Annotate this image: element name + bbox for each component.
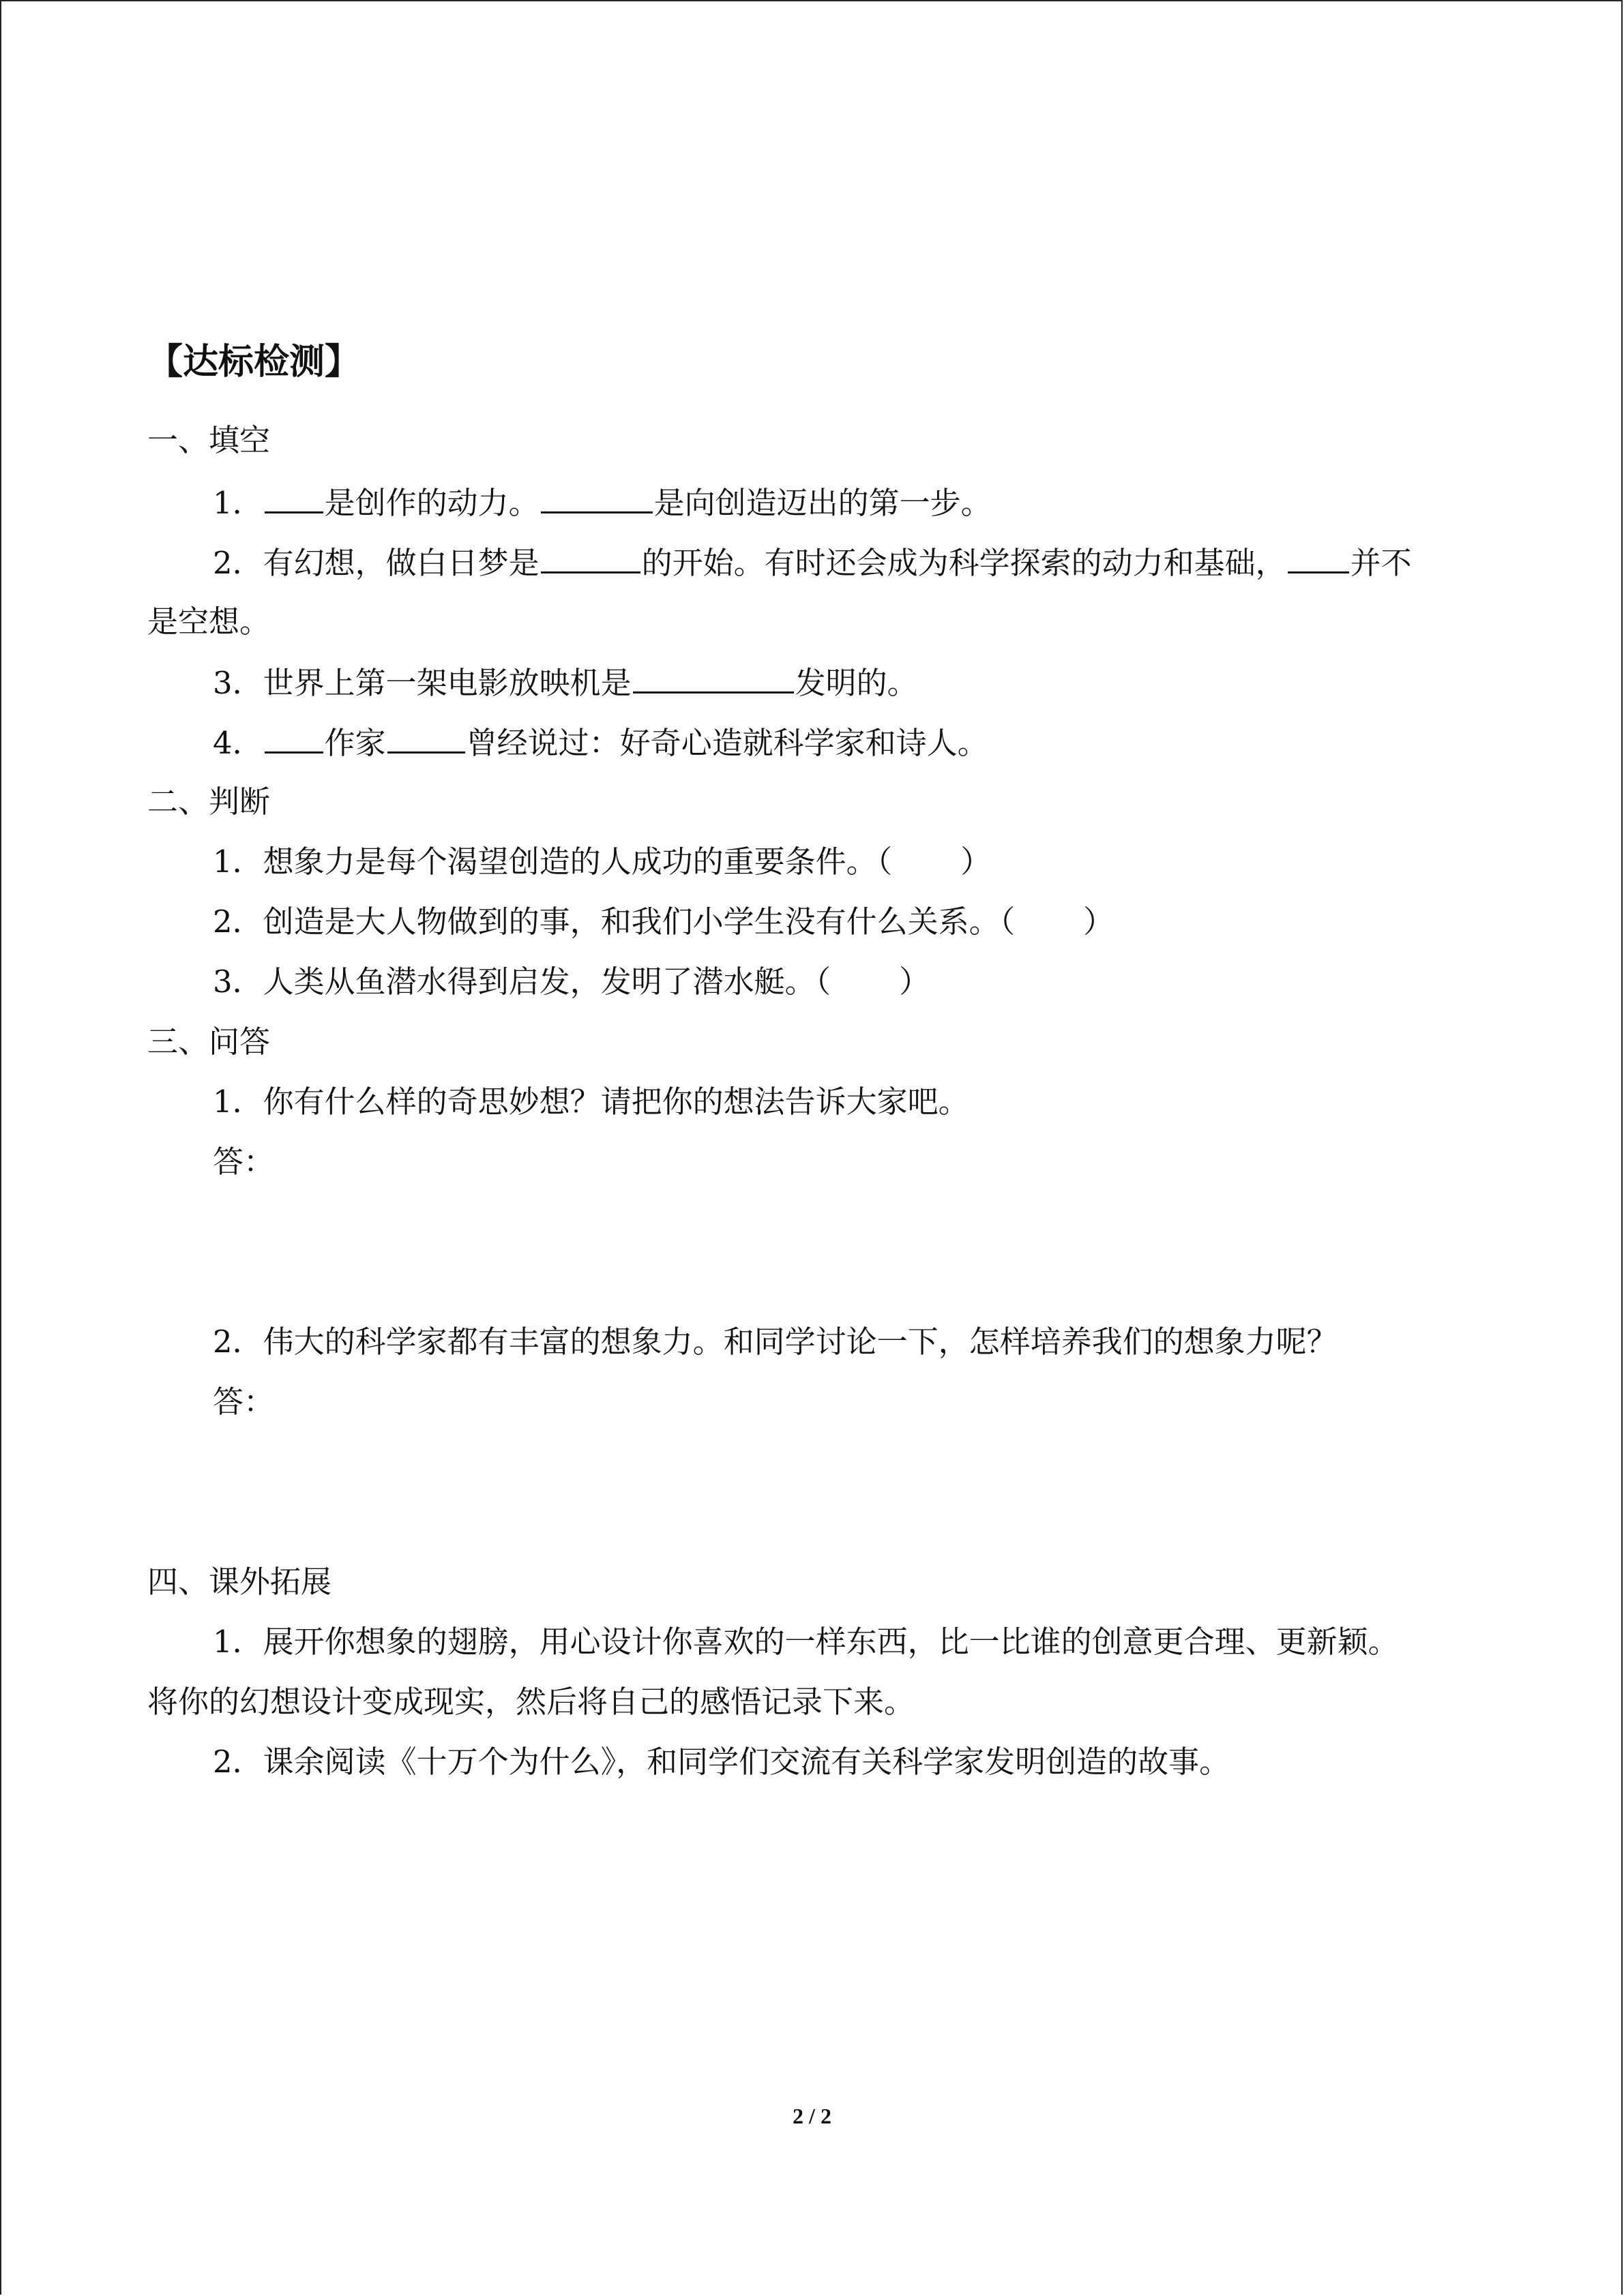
question-number: 1． xyxy=(213,485,263,521)
question-text: 发明的。 xyxy=(795,665,918,701)
judge-question-3 xyxy=(213,961,930,1002)
judge-question-1 xyxy=(213,841,991,882)
section-qa-title: 三、问答 xyxy=(147,1024,271,1060)
qa-question-1: 1．你有什么样的奇思妙想？请把你的想法告诉大家吧。 xyxy=(213,1084,969,1120)
question-number: 4． xyxy=(213,725,263,761)
answer-blank[interactable] xyxy=(265,721,323,754)
extension-item-1-continued: 将你的幻想设计变成现实，然后将自己的感悟记录下来。 xyxy=(147,1684,915,1720)
question-text: 是创作的动力。 xyxy=(324,485,540,521)
section-judge-title: 二、判断 xyxy=(147,784,271,820)
answer-blank[interactable] xyxy=(387,721,465,754)
question-text: 是向创造迈出的第一步。 xyxy=(653,485,992,521)
fill-question-4 xyxy=(213,721,988,764)
close-paren: ） xyxy=(1083,904,1114,940)
extension-item-2: 2．课余阅读《十万个为什么》，和同学们交流有关科学家发明创造的故事。 xyxy=(213,1744,1230,1780)
extension-item-1: 1．展开你想象的翅膀，用心设计你喜欢的一样东西，比一比谁的创意更合理、更新颖。 xyxy=(213,1624,1399,1660)
question-text: 3．人类从鱼潜水得到启发，发明了潜水艇。（ xyxy=(213,964,831,1000)
question-text: 并不 xyxy=(1350,545,1412,581)
question-text: 1．想象力是每个渴望创造的人成功的重要条件。（ xyxy=(213,844,893,880)
question-number: 2． xyxy=(213,545,263,581)
answer-blank[interactable] xyxy=(541,541,640,573)
fill-question-1 xyxy=(213,481,992,524)
answer-blank[interactable] xyxy=(633,661,794,694)
question-number: 3． xyxy=(213,665,263,701)
qa-question-2: 2．伟大的科学家都有丰富的想象力。和同学讨论一下，怎样培养我们的想象力呢？ xyxy=(213,1324,1338,1360)
page-heading: 【达标检测】 xyxy=(147,342,361,383)
answer-blank[interactable] xyxy=(541,481,653,513)
close-paren: ） xyxy=(960,844,992,880)
close-paren: ） xyxy=(899,964,930,1000)
fill-question-2 xyxy=(213,541,1412,584)
question-text: 作家 xyxy=(324,725,386,761)
qa-answer-1[interactable]: 答： xyxy=(213,1144,275,1180)
answer-blank[interactable] xyxy=(1288,541,1349,573)
fill-question-3 xyxy=(213,661,918,704)
qa-answer-2[interactable]: 答： xyxy=(213,1384,275,1420)
question-text: 世界上第一架电影放映机是 xyxy=(263,665,632,701)
section-extension-title: 四、课外拓展 xyxy=(147,1564,332,1600)
question-text: 的开始。有时还会成为科学探索的动力和基础， xyxy=(641,545,1286,581)
page-number: 2 / 2 xyxy=(793,2104,831,2128)
answer-blank[interactable] xyxy=(265,481,323,513)
question-text: 有幻想，做白日梦是 xyxy=(263,545,540,581)
fill-question-2-continued: 是空想。 xyxy=(147,603,271,640)
question-text: 曾经说过：好奇心造就科学家和诗人。 xyxy=(466,725,988,761)
judge-question-2 xyxy=(213,901,1114,942)
question-text: 2．创造是大人物做到的事，和我们小学生没有什么关系。（ xyxy=(213,904,1016,940)
section-fill-in-title: 一、填空 xyxy=(147,422,271,458)
